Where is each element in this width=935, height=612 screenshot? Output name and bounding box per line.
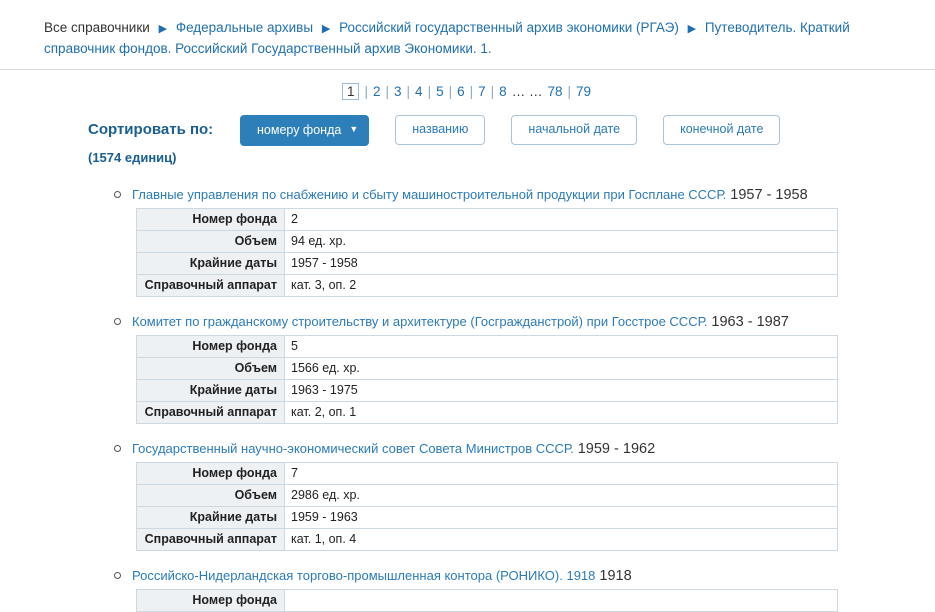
table-row — [137, 529, 838, 551]
label-volume: Объем — [137, 485, 285, 507]
value-volume: 2986 ед. хр. — [285, 485, 838, 507]
pagination-separator: | — [469, 84, 474, 99]
table-row — [137, 253, 838, 275]
breadcrumb — [0, 0, 935, 59]
pagination-separator: | — [490, 84, 495, 99]
fund-title-link[interactable]: Российско-Нидерландская торгово-промышленная контора (РОНИКО). 1918 — [132, 568, 596, 583]
label-reference: Справочный аппарат — [137, 402, 285, 424]
chevron-down-icon: ▼ — [349, 124, 359, 134]
list-item — [0, 440, 935, 551]
pagination-page-2[interactable]: 2 — [372, 84, 381, 99]
label-fund-number: Номер фонда — [137, 590, 285, 612]
label-extreme-dates: Крайние даты — [137, 507, 285, 529]
value-reference: кат. 1, оп. 4 — [285, 529, 838, 551]
list-item — [0, 313, 935, 424]
label-reference: Справочный аппарат — [137, 275, 285, 297]
bullet-icon — [114, 445, 121, 452]
pagination-separator: | — [567, 84, 571, 99]
value-reference: кат. 2, оп. 1 — [285, 402, 838, 424]
pagination-page-6[interactable]: 6 — [457, 84, 465, 99]
sort-by-end-date-button[interactable]: конечной дате — [663, 115, 780, 145]
bullet-icon — [114, 318, 121, 325]
table-row — [137, 358, 838, 380]
sort-label-block — [88, 113, 240, 168]
pagination-page-5[interactable]: 5 — [436, 84, 444, 99]
pagination-page-79[interactable]: 79 — [576, 84, 592, 99]
table-row — [137, 463, 838, 485]
value-volume: 1566 ед. хр. — [285, 358, 838, 380]
pagination — [0, 70, 935, 99]
fund-heading — [110, 186, 935, 204]
pagination-page-78[interactable]: 78 — [547, 84, 563, 99]
table-row — [137, 485, 838, 507]
chevron-right-icon: ▶ — [687, 23, 697, 35]
fund-title-link[interactable]: Главные управления по снабжению и сбыту машиностроительной продукции при Госплане СССР. — [132, 187, 727, 202]
label-volume: Объем — [137, 231, 285, 253]
pagination-separator: | — [385, 84, 390, 99]
fund-heading — [110, 313, 935, 331]
fund-details-table — [136, 335, 838, 424]
fund-title-link[interactable]: Комитет по гражданскому строительству и архитектуре (Госгражданстрой) при Госстрое СССР. — [132, 314, 708, 329]
fund-details-table — [136, 589, 838, 612]
sort-by-fund-number-label: номеру фонда — [257, 123, 342, 137]
breadcrumb-item-federal-archives[interactable]: Федеральные архивы — [175, 20, 314, 35]
breadcrumb-item-guide[interactable]: Путеводитель. Краткий справочник фондов. Российский Государственный архив Экономики. 1. — [44, 20, 850, 56]
list-item — [0, 186, 935, 297]
table-row — [137, 231, 838, 253]
chevron-right-icon: ▶ — [158, 23, 168, 35]
fund-title-link[interactable]: Государственный научно-экономический совет Совета Министров СССР. — [132, 441, 574, 456]
pagination-page-7[interactable]: 7 — [478, 84, 486, 99]
value-fund-number — [285, 590, 838, 612]
sort-by-fund-number-button[interactable] — [240, 115, 369, 146]
label-extreme-dates: Крайние даты — [137, 253, 285, 275]
pagination-current-page: 1 — [342, 83, 360, 100]
table-row — [137, 380, 838, 402]
breadcrumb-item-rgae[interactable]: Российский государственный архив экономики (РГАЭ) — [339, 20, 679, 35]
bullet-icon — [114, 191, 121, 198]
label-fund-number: Номер фонда — [137, 209, 285, 231]
table-row — [137, 590, 838, 612]
label-volume: Объем — [137, 358, 285, 380]
fund-details-table — [136, 462, 838, 551]
record-count: (1574 единиц) — [88, 150, 177, 165]
sort-label: Сортировать по: — [88, 121, 214, 138]
label-extreme-dates: Крайние даты — [137, 380, 285, 402]
pagination-page-4[interactable]: 4 — [415, 84, 423, 99]
label-fund-number: Номер фонда — [137, 336, 285, 358]
bullet-icon — [114, 572, 121, 579]
sort-button-group — [240, 113, 780, 146]
fund-details-table — [136, 208, 838, 297]
value-fund-number: 2 — [285, 209, 838, 231]
value-reference: кат. 3, оп. 2 — [285, 275, 838, 297]
sort-by-name-button[interactable]: названию — [395, 115, 485, 145]
table-row — [137, 209, 838, 231]
table-row — [137, 507, 838, 529]
fund-years: 1959 - 1962 — [577, 441, 656, 457]
pagination-separator: | — [427, 84, 432, 99]
table-row — [137, 402, 838, 424]
label-fund-number: Номер фонда — [137, 463, 285, 485]
chevron-right-icon: ▶ — [321, 23, 331, 35]
pagination-page-3[interactable]: 3 — [394, 84, 402, 99]
sort-bar — [0, 99, 935, 168]
pagination-page-8[interactable]: 8 — [499, 84, 507, 99]
fund-heading — [110, 567, 935, 585]
table-row — [137, 336, 838, 358]
sort-by-start-date-button[interactable]: начальной дате — [511, 115, 637, 145]
value-fund-number: 5 — [285, 336, 838, 358]
value-extreme-dates: 1957 - 1958 — [285, 253, 838, 275]
pagination-separator: | — [406, 84, 411, 99]
label-reference: Справочный аппарат — [137, 529, 285, 551]
fund-years: 1957 - 1958 — [730, 187, 808, 203]
fund-years: 1963 - 1987 — [711, 314, 789, 330]
table-row — [137, 275, 838, 297]
fund-heading — [110, 440, 935, 458]
value-volume: 94 ед. хр. — [285, 231, 838, 253]
value-extreme-dates: 1963 - 1975 — [285, 380, 838, 402]
pagination-separator: | — [448, 84, 453, 99]
breadcrumb-item-all: Все справочники — [44, 20, 150, 35]
value-extreme-dates: 1959 - 1963 — [285, 507, 838, 529]
fund-list — [0, 168, 935, 612]
pagination-separator: | — [364, 84, 368, 99]
value-fund-number: 7 — [285, 463, 838, 485]
pagination-ellipsis: … … — [511, 84, 543, 99]
list-item — [0, 567, 935, 612]
fund-years: 1918 — [599, 568, 632, 584]
